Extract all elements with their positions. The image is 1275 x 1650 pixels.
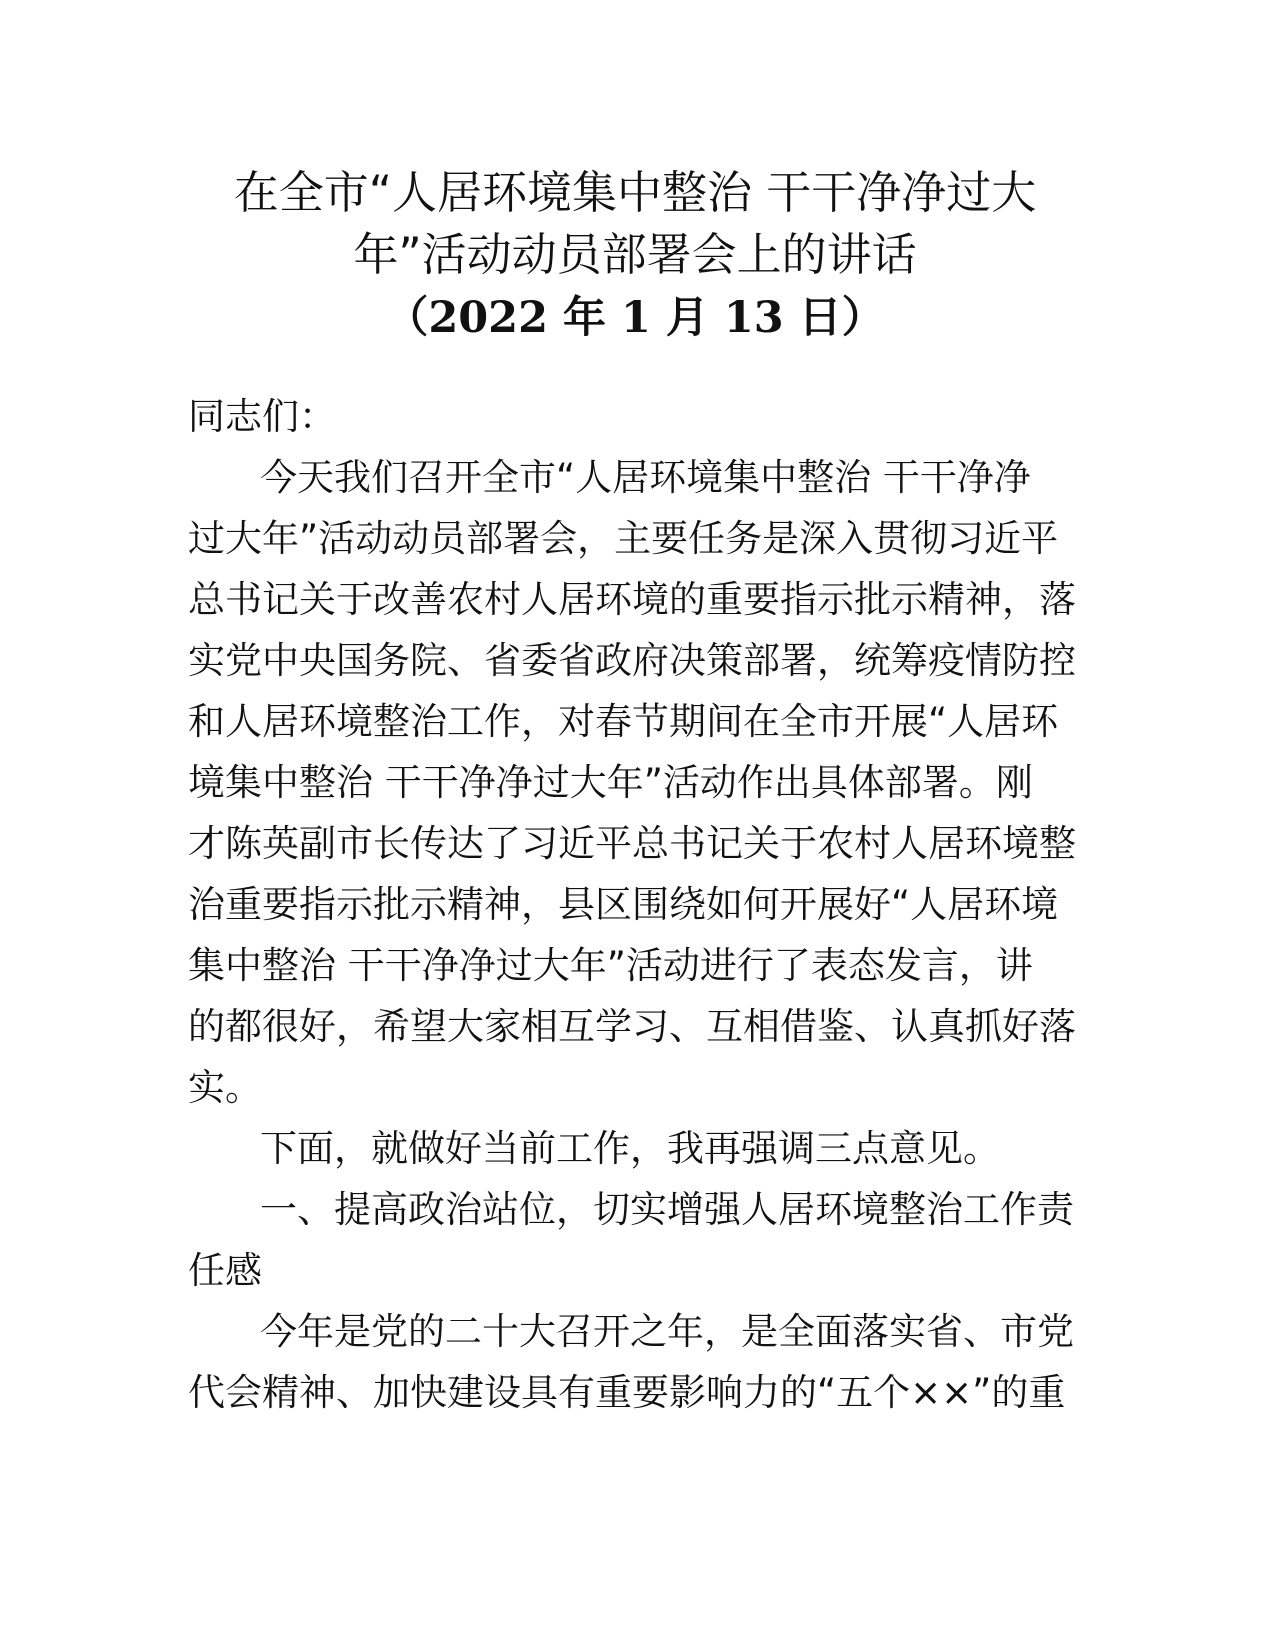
- title-line-1: 在全市“人居环境集中整治 干干净净过大: [233, 166, 1037, 219]
- paragraph-1: [188, 447, 1088, 1118]
- paragraph-line: 的都很好，希望大家相互学习、互相借鉴、认真抓好落: [188, 1005, 1076, 1048]
- paragraph-line: 代会精神、加快建设具有重要影响力的“五个××”的重: [188, 1371, 1066, 1414]
- paragraph-line: 今年是党的二十大召开之年，是全面落实省、市党: [260, 1310, 1074, 1353]
- speech-title: [185, 162, 1085, 350]
- paragraph-line: 治重要指示批示精神，县区围绕如何开展好“人居环境: [188, 883, 1059, 926]
- paragraph-line: 集中整治 干干净净过大年”活动进行了表态发言，讲: [188, 944, 1033, 987]
- paragraph-line: 今天我们召开全市“人居环境集中整治 干干净净: [260, 456, 1031, 499]
- paragraph-line: 境集中整治 干干净净过大年”活动作出具体部署。刚: [188, 761, 1033, 804]
- salutation: 同志们：: [188, 395, 336, 438]
- paragraph-line: 过大年”活动动员部署会，主要任务是深入贯彻习近平: [188, 517, 1059, 560]
- section-heading-1: [188, 1179, 1088, 1301]
- paragraph-line: 和人居环境整治工作，对春节期间在全市开展“人居环: [188, 700, 1059, 743]
- heading-line: 一、提高政治站位，切实增强人居环境整治工作责: [260, 1188, 1074, 1231]
- speech-date: （2022 年 1 月 13 日）: [385, 293, 885, 343]
- heading-line: 任感: [188, 1249, 262, 1292]
- paragraph-line: 实。: [188, 1066, 262, 1109]
- speech-body: [188, 386, 1088, 1423]
- paragraph-3: [188, 1301, 1088, 1423]
- paragraph-2: [188, 1118, 1088, 1179]
- paragraph-line: 下面，就做好当前工作，我再强调三点意见。: [260, 1127, 1000, 1170]
- title-line-2: 年”活动动员部署会上的讲话: [353, 228, 917, 281]
- paragraph-line: 总书记关于改善农村人居环境的重要指示批示精神，落: [188, 578, 1076, 621]
- paragraph-line: 才陈英副市长传达了习近平总书记关于农村人居环境整: [188, 822, 1076, 865]
- paragraph-line: 实党中央国务院、省委省政府决策部署，统筹疫情防控: [188, 639, 1076, 682]
